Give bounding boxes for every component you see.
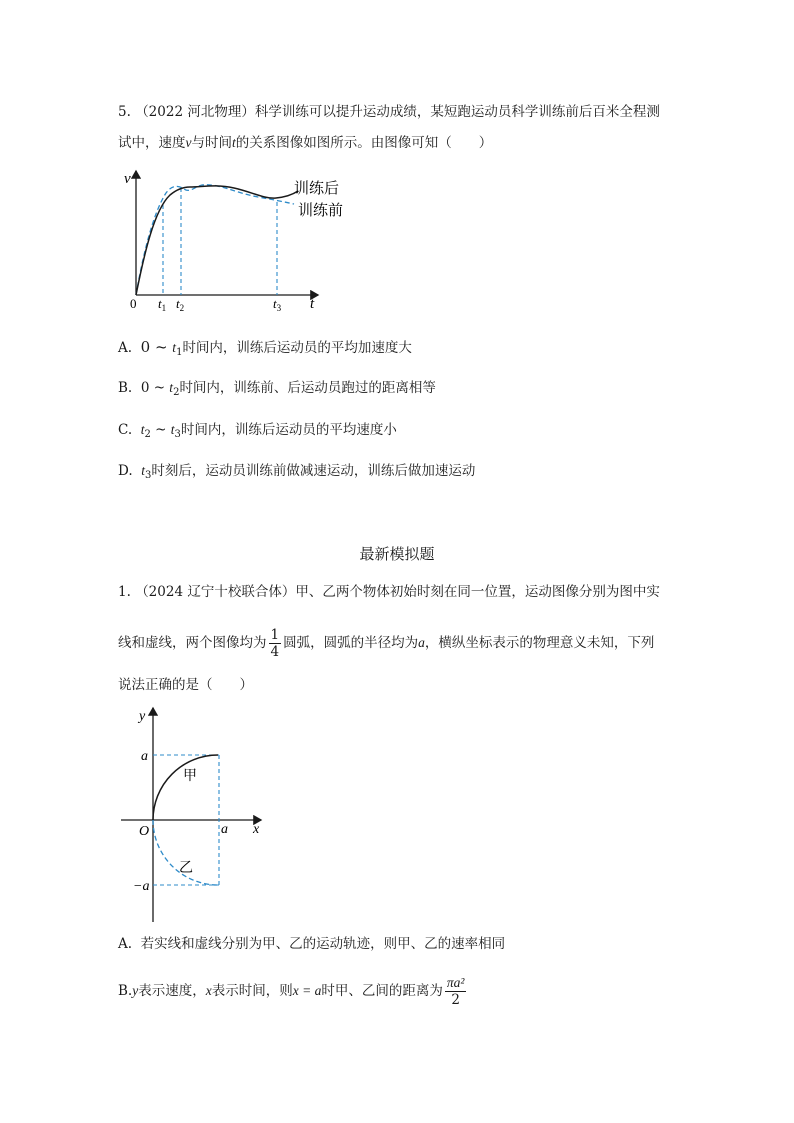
section-title: 最新模拟题 xyxy=(359,545,435,563)
origin-label: 0 xyxy=(130,296,137,311)
vt-graph-figure xyxy=(118,165,358,315)
fraction-one-quarter: $\frac{1}{4}$ xyxy=(270,627,280,660)
q5-option-d[interactable]: D. $t_3$时刻后，运动员训练前做减速运动，训练后做加速运动 xyxy=(118,463,476,481)
t2-label: $t_2$ xyxy=(176,296,185,313)
var-t: t xyxy=(232,135,236,150)
q1-line-1: 1. （2024 辽宁十校联合体）甲、乙两个物体初始时刻在同一位置，运动图像分别为图中实 xyxy=(118,584,660,600)
x-axis-label: x xyxy=(253,822,260,837)
a-bottom-label: −a xyxy=(133,879,150,894)
q5-source: （2022 河北物理） xyxy=(135,104,255,120)
q5-line-2: 试中，速度v与时间t的关系图像如图所示。由图像可知（ ） xyxy=(118,135,493,151)
q5-number: 5. xyxy=(118,104,131,120)
v-axis-label: v xyxy=(124,171,131,187)
arc-figure xyxy=(115,702,275,926)
a-right-label: a xyxy=(221,822,228,837)
a-top-label: a xyxy=(141,749,148,764)
q1-number: 1. xyxy=(118,584,131,600)
label-yi: 乙 xyxy=(179,860,193,876)
jia-arc xyxy=(153,755,218,820)
q5-option-c[interactable]: C. $t_2$ ~ $t_3$时间内，训练后运动员的平均速度小 xyxy=(118,422,397,440)
t3-label: $t_3$ xyxy=(273,296,282,313)
q5-option-a[interactable]: A. 0 ~ $t_1$时间内，训练后运动员的平均加速度大 xyxy=(118,338,412,358)
after-training-curve xyxy=(136,186,298,295)
q1-option-b[interactable]: B.y表示速度，x表示时间，则x = a时甲、乙间的距离为 $\frac{\text{πa²}}{2}$ xyxy=(118,975,465,1008)
t-axis-label: t xyxy=(310,296,315,312)
label-before-training: 训练前 xyxy=(298,201,344,219)
y-axis-label: y xyxy=(139,709,146,724)
origin-o-label: O xyxy=(139,824,150,839)
before-training-curve xyxy=(136,185,294,295)
q1-source: （2024 辽宁十校联合体） xyxy=(135,584,296,600)
q1-line-3: 说法正确的是（ ） xyxy=(118,677,253,693)
q5-option-b[interactable]: B. 0 ~ $t_2$时间内，训练前、后运动员跑过的距离相等 xyxy=(118,380,436,398)
t1-label: $t_1$ xyxy=(158,296,167,313)
q5-text-1: 科学训练可以提升运动成绩，某短跑运动员科学训练前后百米全程测 xyxy=(254,104,660,120)
label-jia: 甲 xyxy=(183,768,197,784)
q5-line-1 xyxy=(118,102,660,122)
q1-line-2: 线和虚线，两个图像均为 $\frac{1}{4}$ 圆弧，圆弧的半径均为a，横纵坐标表示的物理意义未知，下列 xyxy=(118,627,655,660)
var-v: v xyxy=(185,135,192,150)
label-after-training: 训练后 xyxy=(294,179,340,197)
q1-option-a[interactable]: A. 若实线和虚线分别为甲、乙的运动轨迹，则甲、乙的速率相同 xyxy=(118,936,506,952)
fraction-pi-a-squared-over-2: $\frac{\text{πa²}}{2}$ xyxy=(446,975,465,1008)
